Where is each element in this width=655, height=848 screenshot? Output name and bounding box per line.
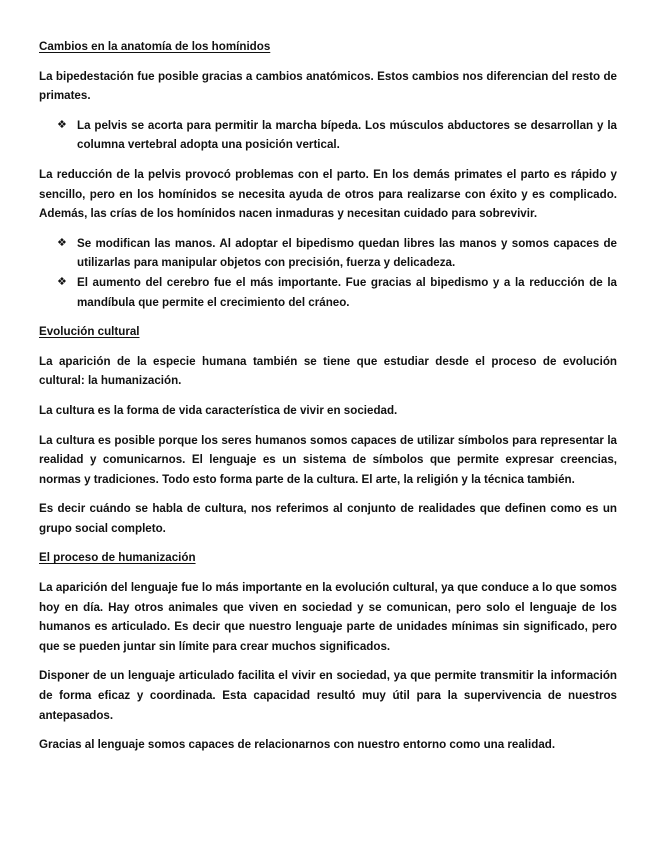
paragraph: La cultura es posible porque los seres humanos somos capaces de utilizar símbolos para representar la realidad y comunicarnos. El lenguaje es un sistema de símbolos que permite expresar creencias, normas y tradiciones. Todo esto forma parte de la cultura. El arte, la religión y la técnica también. <box>39 433 617 486</box>
paragraph: La aparición de la especie humana también se tiene que estudiar desde el proceso de evolución cultural: la humanización. <box>39 354 617 388</box>
section-heading-anatomy: Cambios en la anatomía de los homínidos <box>39 40 271 53</box>
paragraph: La bipedestación fue posible gracias a cambios anatómicos. Estos cambios nos diferencian del resto de primates. <box>39 69 617 103</box>
paragraph: Disponer de un lenguaje articulado facilita el vivir en sociedad, ya que permite transmitir la información de forma eficaz y coordinada. Esta capacidad resultó muy útil para la supervivencia de nuestros antepasados. <box>39 669 617 722</box>
bullet-list <box>39 234 617 312</box>
bullet-text: El aumento del cerebro fue el más importante. Fue gracias al bipedismo y a la reducción de la mandíbula que permite el crecimiento del cráneo. <box>77 275 617 309</box>
diamond-bullet-icon: ❖ <box>57 236 67 249</box>
paragraph: Gracias al lenguaje somos capaces de relacionarnos con nuestro entorno como una realidad. <box>39 738 556 752</box>
paragraph: La reducción de la pelvis provocó problemas con el parto. En los demás primates el parto es rápido y sencillo, pero en los homínidos se necesita ayuda de otros para realizarse con éxito y es complicado. Además, las crías de los homínidos nacen inmaduras y necesitan cuidado para sobrevivir. <box>39 167 617 221</box>
paragraph: La aparición del lenguaje fue lo más importante en la evolución cultural, ya que conduce a lo que somos hoy en día. Hay otros animales que viven en sociedad y se comunican, pero solo el lenguaje de los humanos es articulado. Es decir que nuestro lenguaje parte de unidades mínimas sin significado, pero que se pueden juntar sin límite para crear muchos significados. <box>39 581 617 653</box>
bullet-text: La pelvis se acorta para permitir la marcha bípeda. Los músculos abductores se desarrollan y la columna vertebral adopta una posición vertical. <box>77 118 617 152</box>
paragraph: La cultura es la forma de vida característica de vivir en sociedad. <box>39 403 398 417</box>
bullet-item <box>57 234 617 273</box>
paragraph: Es decir cuándo se habla de cultura, nos referimos al conjunto de realidades que definen como es un grupo social completo. <box>39 502 617 535</box>
bullet-list <box>39 116 617 155</box>
bullet-item <box>57 273 617 312</box>
diamond-bullet-icon: ❖ <box>57 275 67 288</box>
bullet-text: Se modifican las manos. Al adoptar el bipedismo quedan libres las manos y somos capaces de utilizarlas para manipular objetos con precisión, fuerza y delicadeza. <box>77 236 617 270</box>
section-heading-cultural: Evolución cultural <box>39 325 140 339</box>
section-heading-humanization: El proceso de humanización <box>39 551 196 565</box>
diamond-bullet-icon: ❖ <box>57 118 67 131</box>
bullet-item <box>57 116 617 155</box>
